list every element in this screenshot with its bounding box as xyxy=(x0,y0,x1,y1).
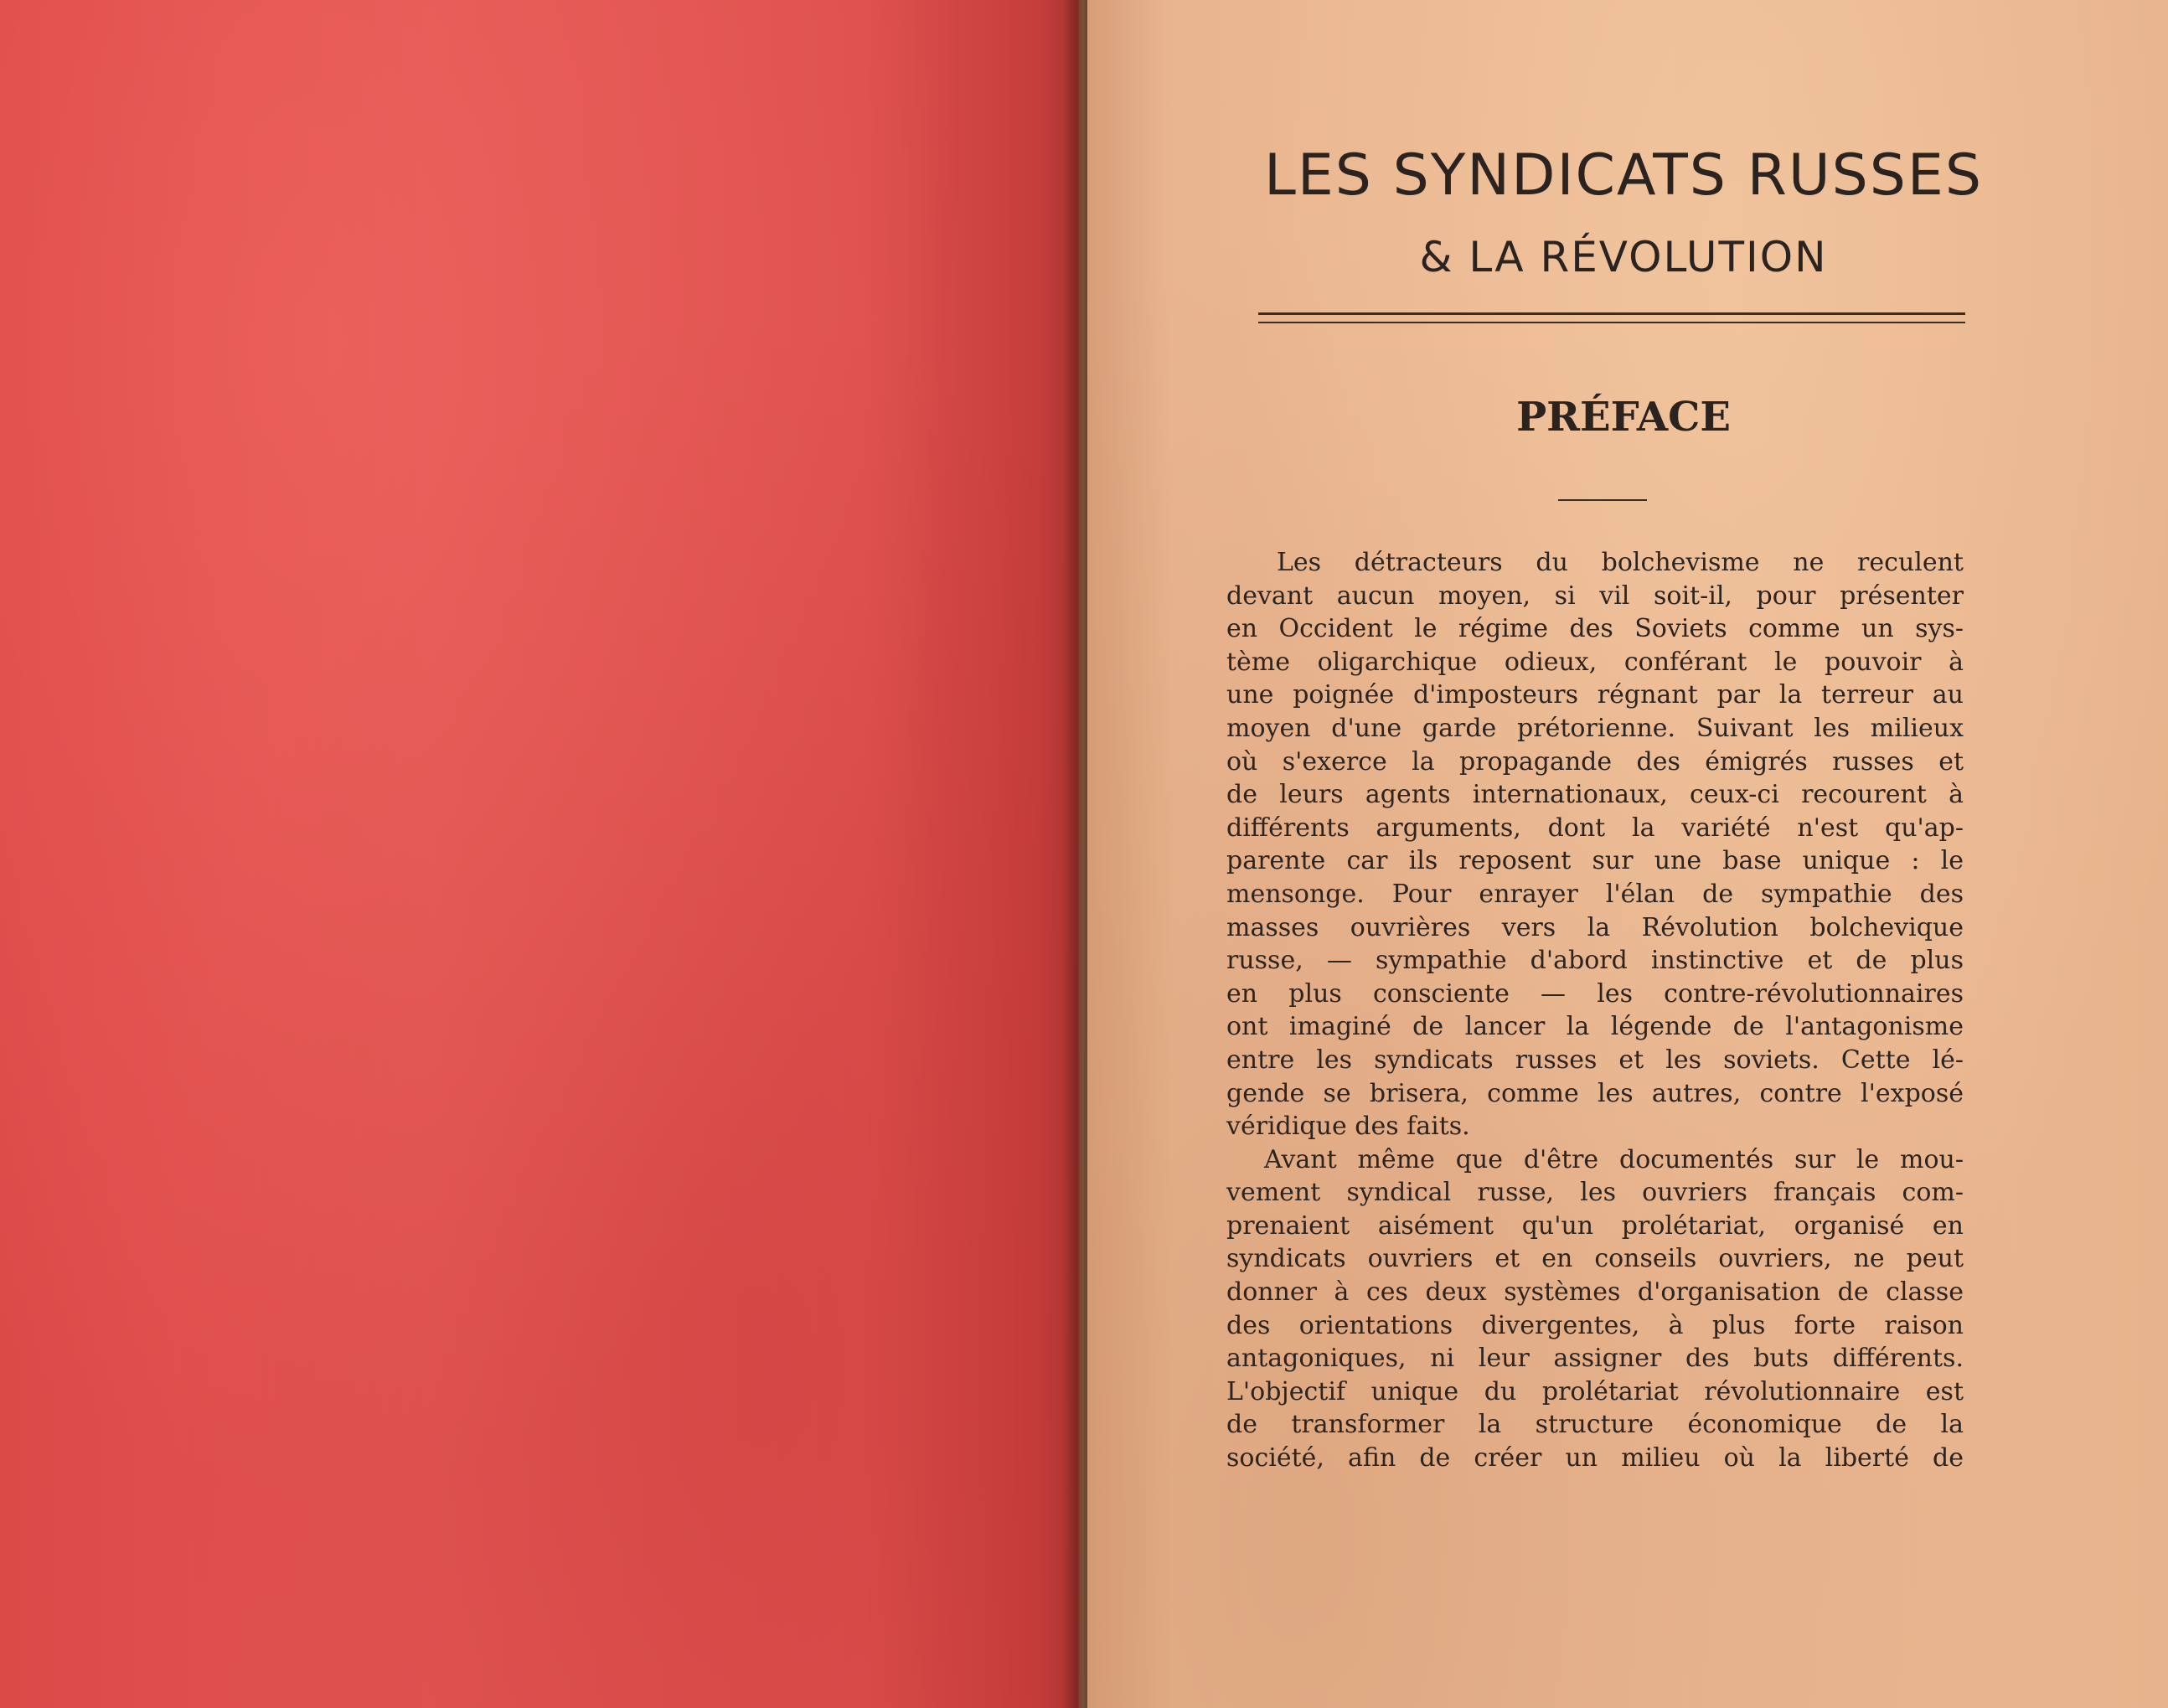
text-line: devant aucun moyen, si vil soit-il, pour présenter xyxy=(1226,581,1964,611)
document-subtitle: & LA RÉVOLUTION xyxy=(1419,233,1828,281)
text-line: gende se brisera, comme les autres, contre l'exposé xyxy=(1226,1078,1964,1108)
text-line: Avant même que d'être documentés sur le mou- xyxy=(1264,1144,1964,1174)
text-line: mensonge. Pour enrayer l'élan de sympathie des xyxy=(1226,879,1964,909)
text-line: en plus consciente — les contre-révolutionnaires xyxy=(1226,978,1964,1009)
text-line: société, afin de créer un milieu où la liberté de xyxy=(1226,1443,1964,1473)
text-line: vement syndical russe, les ouvriers français com- xyxy=(1226,1178,1964,1208)
right-page xyxy=(1087,0,2168,1708)
section-heading: PRÉFACE xyxy=(1516,394,1731,441)
text-line: une poignée d'imposteurs régnant par la terreur au xyxy=(1226,680,1964,710)
text-line: des orientations divergentes, à plus forte raison xyxy=(1226,1310,1964,1340)
document-title: LES SYNDICATS RUSSES xyxy=(1263,142,1984,209)
text-line: de transformer la structure économique de la xyxy=(1226,1410,1964,1440)
text-line: russe, — sympathie d'abord instinctive et de plus xyxy=(1226,946,1964,976)
text-line: différents arguments, dont la variété n'est qu'ap- xyxy=(1226,813,1964,843)
text-line: donner à ces deux systèmes d'organisation de classe xyxy=(1226,1277,1964,1308)
text-line: parente car ils reposent sur une base unique : le xyxy=(1226,846,1964,876)
paragraph xyxy=(1226,1143,1964,1475)
heading-short-rule xyxy=(1558,499,1647,501)
text-line: Les détracteurs du bolchevisme ne reculent xyxy=(1277,548,1964,577)
text-line: masses ouvrières vers la Révolution bolchevique xyxy=(1226,912,1964,942)
text-line: ont imaginé de lancer la légende de l'antagonisme xyxy=(1226,1012,1964,1042)
text-line: L'objectif unique du prolétariat révolutionnaire est xyxy=(1226,1376,1964,1406)
paragraph xyxy=(1226,546,1964,1143)
text-line: en Occident le régime des Soviets comme un sys- xyxy=(1226,614,1964,644)
text-line: entre les syndicats russes et les soviets. Cette lé- xyxy=(1226,1045,1964,1075)
preface-body xyxy=(1226,546,1964,1475)
text-line: où s'exerce la propagande des émigrés russes et xyxy=(1226,746,1964,777)
text-line: véridique des faits. xyxy=(1226,1112,1470,1142)
text-line: tème oligarchique odieux, conférant le pouvoir à xyxy=(1226,647,1964,677)
text-line: moyen d'une garde prétorienne. Suivant les milieux xyxy=(1226,713,1964,743)
text-line: syndicats ouvriers et en conseils ouvriers, ne peut xyxy=(1226,1244,1964,1274)
title-double-rule xyxy=(1258,312,1965,323)
text-line: prenaient aisément qu'un prolétariat, organisé en xyxy=(1226,1210,1964,1241)
left-page-red-endpaper xyxy=(0,0,1081,1708)
text-line: de leurs agents internationaux, ceux-ci recourent à xyxy=(1226,780,1964,810)
text-line: antagoniques, ni leur assigner des buts différents. xyxy=(1226,1344,1964,1374)
